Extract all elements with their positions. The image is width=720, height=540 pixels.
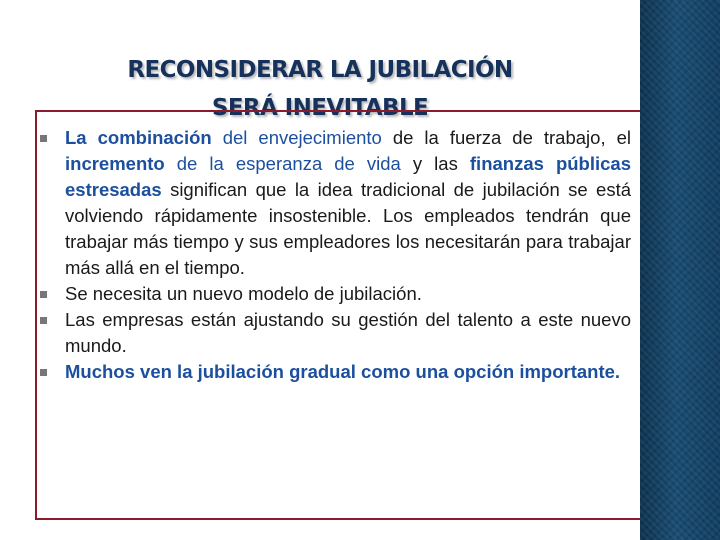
bullet-1-part-5: incremento — [65, 153, 165, 174]
bullet-1-part-2: del — [211, 127, 259, 148]
decorative-side-band — [640, 0, 720, 540]
bullet-4-text: Muchos ven la jubilación gradual como una opción importante. — [65, 361, 621, 382]
bullet-1-part-7: la esperanza de vida — [209, 153, 401, 174]
bullet-item-1 — [65, 125, 631, 281]
bullet-3-text: Las empresas están ajustando su gestión del talento a este nuevo mundo. — [65, 309, 631, 356]
bullet-item-4 — [65, 359, 631, 385]
bullet-list — [65, 125, 631, 385]
bullet-item-2 — [65, 281, 631, 307]
square-bullet-icon — [40, 317, 47, 324]
square-bullet-icon — [40, 135, 47, 142]
square-bullet-icon — [40, 369, 47, 376]
bullet-1-part-8: y las — [400, 153, 470, 174]
bullet-1-part-4: de la fuerza de trabajo, el — [381, 127, 631, 148]
bullet-item-3 — [65, 307, 631, 359]
bullet-1-part-10: significan que la idea tradicional de jubilación se está volviendo rápidamente insostenible. Los empleados tendrán que trabajar más tiempo y sus empleadores los necesitarán para trabajar más allá en el tiempo. — [65, 179, 631, 278]
slide-title-line-1: RECONSIDERAR LA JUBILACIÓN — [127, 57, 513, 84]
bullet-1-part-6: de — [164, 153, 210, 174]
square-bullet-icon — [40, 291, 47, 298]
bullet-1-part-3: envejecimiento — [258, 127, 382, 148]
bullet-2-text: Se necesita un nuevo modelo de jubilación. — [65, 283, 422, 304]
slide-title-line-2: SERÁ INEVITABLE — [211, 95, 429, 122]
bullet-1-part-9: finanzas públicas estresadas — [65, 153, 632, 200]
bullet-1-part-1: La combinación — [65, 127, 212, 148]
